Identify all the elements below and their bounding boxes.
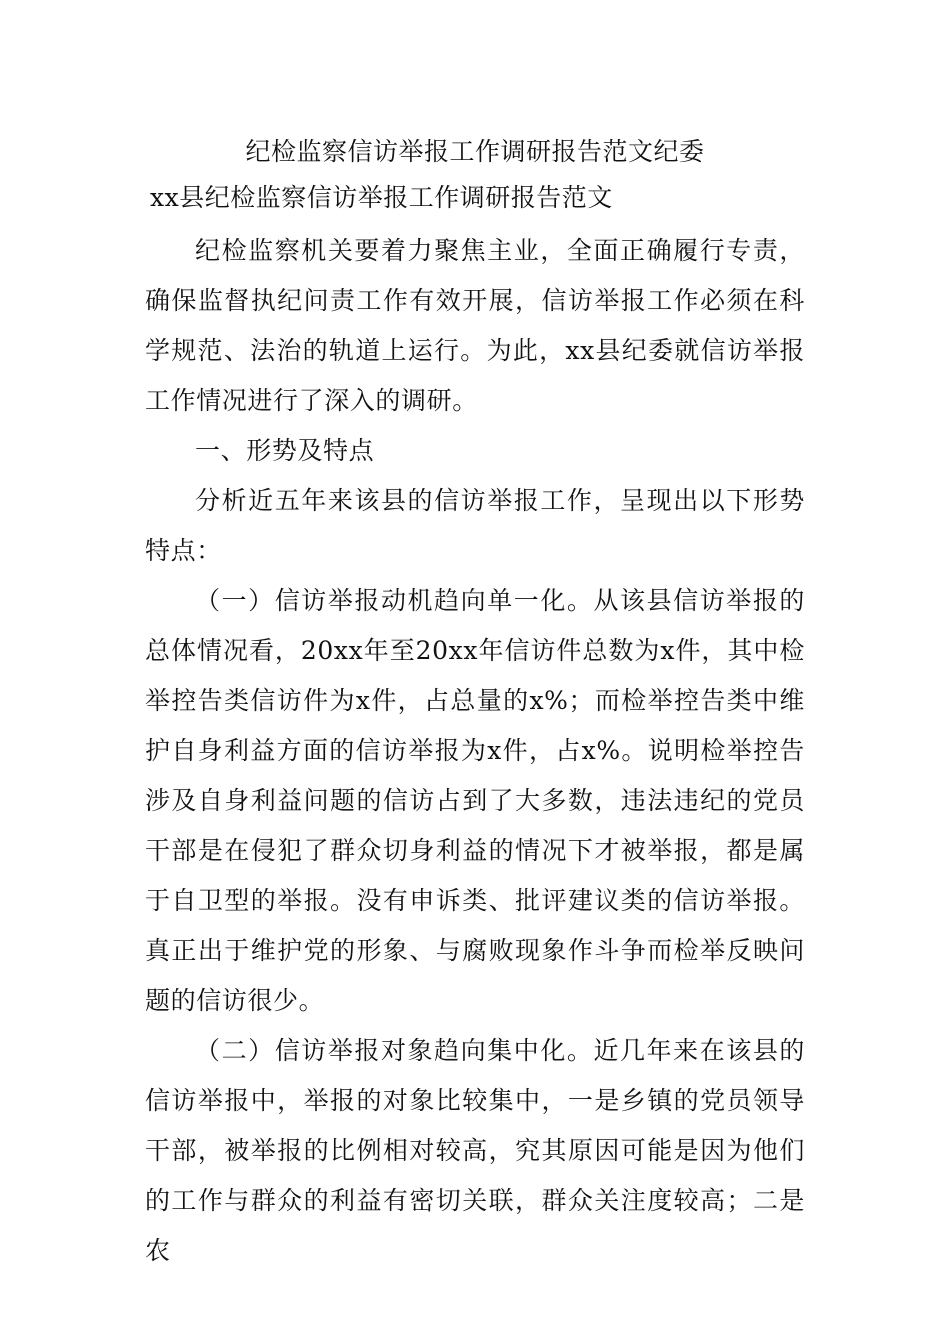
section-heading: 一、形势及特点 [195,436,375,465]
paragraph-analysis: 分析近五年来该县的信访举报工作，呈现出以下形势特点： [145,486,805,565]
paragraph-intro: 纪检监察机关要着力聚焦主业，全面正确履行专责，确保监督执纪问责工作有效开展，信访举报工作必须在科学规范、法治的轨道上运行。为此，xx县纪委就信访举报工作情况进行了深入的调研。 [145,236,805,415]
document-title: 纪检监察信访举报工作调研报告范文纪委 [245,137,705,166]
paragraph-point-2: （二）信访举报对象趋向集中化。近几年来在该县的信访举报中，举报的对象比较集中，一是乡镇的党员领导干部，被举报的比例相对较高，究其原因可能是因为他们的工作与群众的利益有密切关联，群众关注度较高；二是农 [145,1036,805,1265]
document-subtitle: xx县纪检监察信访举报工作调研报告范文 [150,183,613,212]
paragraph-point-1: （一）信访举报动机趋向单一化。从该县信访举报的总体情况看，20xx年至20xx年信访件总数为x件，其中检举控告类信访件为x件，占总量的x%；而检举控告类中维护自身利益方面的信访举报为x件，占x%。说明检举控告涉及自身利益问题的信访占到了大多数，违法违纪的党员干部是在侵犯了群众切身利益的情况下才被举报，都是属于自卫型的举报。没有申诉类、批评建议类的信访举报。真正出于维护党的形象、与腐败现象作斗争而检举反映问题的信访很少。 [145,586,805,1015]
document-body [145,226,805,1276]
